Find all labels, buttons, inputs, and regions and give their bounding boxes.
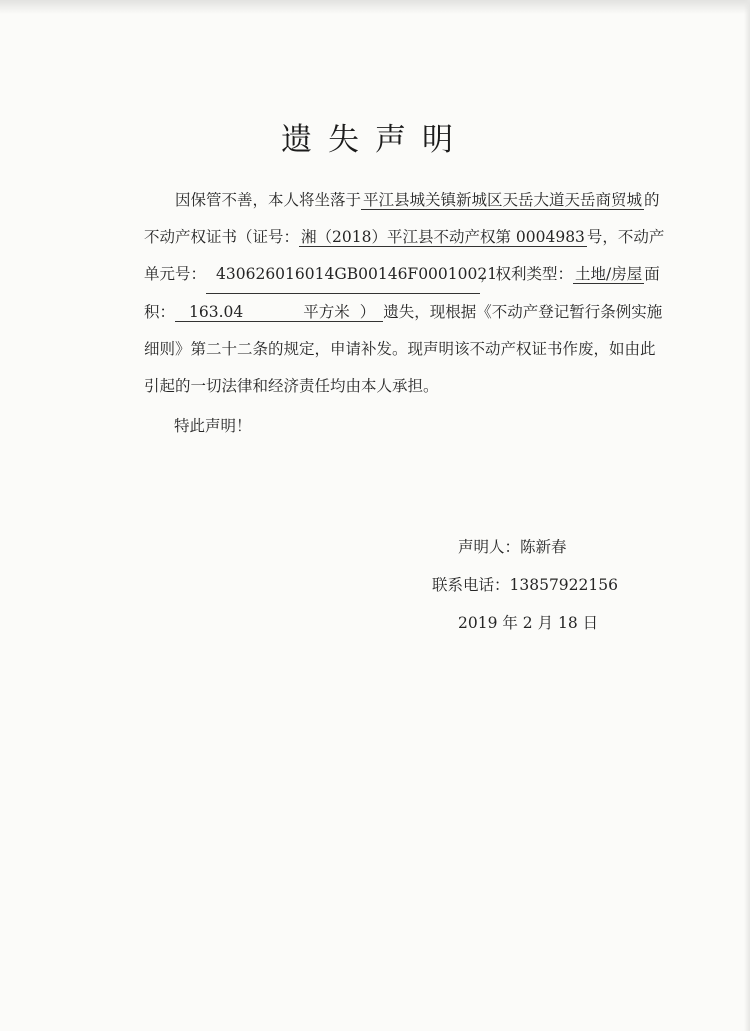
area-close: ） bbox=[359, 303, 376, 321]
type-text: ，权利类型： bbox=[480, 265, 574, 283]
scan-edge-shadow bbox=[0, 0, 750, 14]
intro-text: 因保管不善，本人将坐落于 bbox=[175, 191, 362, 209]
area-group bbox=[175, 303, 383, 322]
declarant-name: 声明人：陈新春 bbox=[458, 538, 567, 556]
property-address: 平江县城关镇新城区天岳大道天岳商贸城 bbox=[363, 191, 643, 209]
cert-text: 的不动产权证书（证号： bbox=[144, 191, 660, 246]
document-title: 遗失声明 bbox=[281, 121, 469, 158]
contact-phone: 联系电话：13857922156 bbox=[432, 576, 618, 594]
unit-text: 号，不动产单元号： bbox=[144, 228, 665, 283]
area-unit: 平方米 bbox=[303, 303, 350, 321]
area-text: 面积： bbox=[144, 265, 660, 321]
declaration-body bbox=[144, 182, 666, 405]
closing-statement: 特此声明！ bbox=[174, 417, 252, 435]
rest-text: 遗失，现根据《不动产登记暂行条例实施细则》第二十二条的规定，申请补发。现声明该不动产权证书作废，如由此引起的一切法律和经济责任均由本人承担。 bbox=[144, 303, 663, 395]
certificate-number: 湘（2018）平江县不动产权第 0004983 bbox=[301, 228, 585, 246]
declaration-date: 2019 年 2 月 18 日 bbox=[458, 614, 599, 632]
right-type: 土地/房屋 bbox=[575, 265, 643, 283]
area-value: 163.04 bbox=[189, 303, 244, 321]
unit-number: 430626016014GB00146F00010021 bbox=[206, 256, 480, 294]
